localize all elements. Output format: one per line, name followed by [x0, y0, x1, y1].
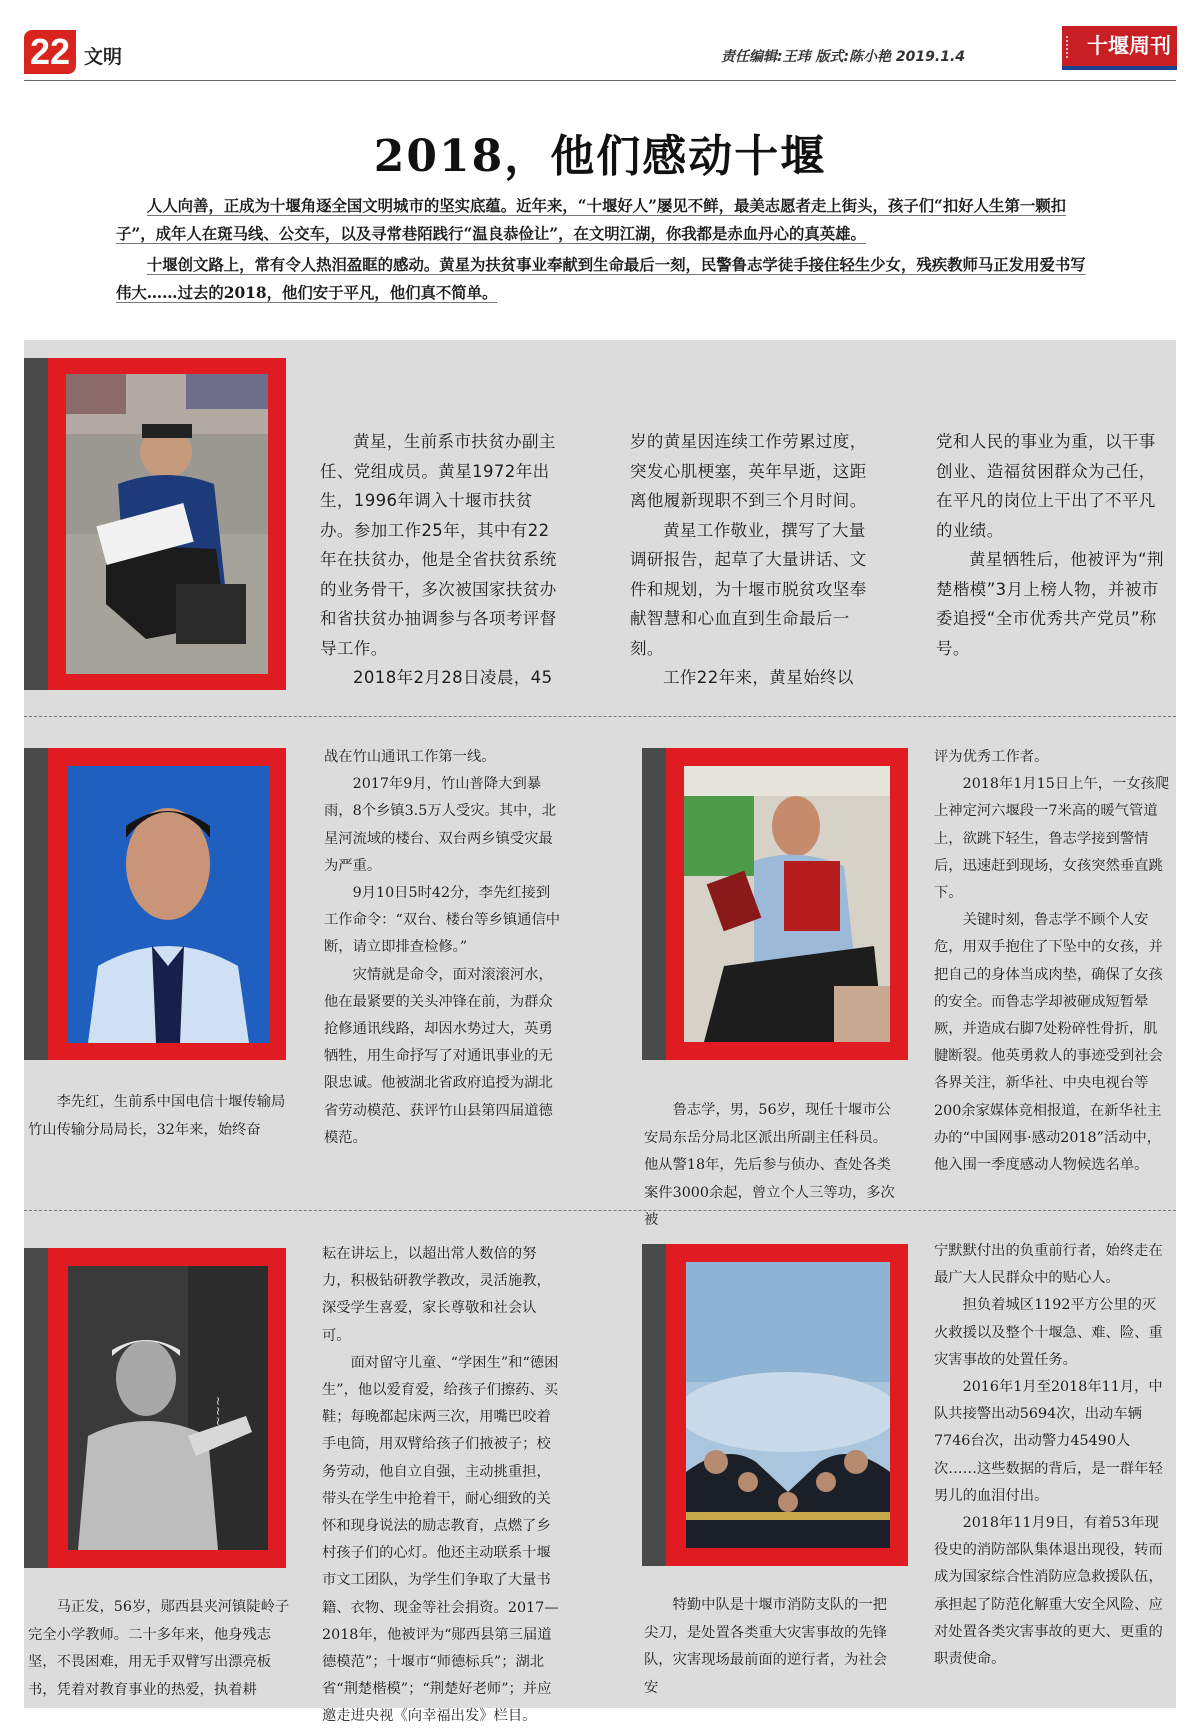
- story-huang-col-1: [320, 427, 565, 693]
- story-huang-col-2: [630, 427, 875, 693]
- story-huang-col-3: [936, 427, 1168, 663]
- story-ma-p1: 耘在讲坛上，以超出常人数倍的努力，积极钻研教学教改，灵活施教，深受学生喜爱，家长尊敬和社会认可。: [322, 1246, 551, 1344]
- portrait-li-xianhong: [68, 766, 269, 1043]
- story-li-p3: 9月10日5时42分，李先红接到工作命令：“双台、楼台等乡镇通信中断，请立即排查检修。”: [324, 885, 561, 956]
- story-huang-p2: 2018年2月28日凌晨，45: [353, 668, 553, 687]
- story-li-p1: 战在竹山通讯工作第一线。: [324, 749, 496, 765]
- svg-text:~~~: ~~~: [211, 1396, 225, 1427]
- story-lu-p2: 2018年1月15日上午，一女孩爬上神定河六堰段一7米高的暖气管道上，欲跳下轻生，鲁志学接到警情后，迅速赶到现场，女孩突然垂直跳下。: [934, 776, 1170, 902]
- caption-lu: 鲁志学，男，56岁，现任十堰市公安局东岳分局北区派出所副主任科员。他从警18年，先后参与侦办、查处各类案件3000余起，曾立个人三等功，多次被: [644, 1102, 895, 1228]
- page-number: 22: [24, 30, 76, 74]
- logo-ornament: [1066, 36, 1076, 58]
- story-fire-p2: 担负着城区1192平方公里的灭火救援以及整个十堰急、难、险、重灾害事故的处置任务。: [934, 1297, 1163, 1368]
- logo-strip: [1062, 66, 1177, 70]
- photo-fire-squad: [686, 1262, 890, 1548]
- dashed-divider: [24, 1210, 1176, 1211]
- story-lu-p1: 评为优秀工作者。: [934, 749, 1049, 765]
- portrait-lu-zhixue: [684, 766, 890, 1042]
- caption-ma: 马正发，56岁，郧西县夹河镇陡岭子完全小学教师。二十多年来，他身残志坚，不畏困难，用无手双臂写出漂亮板书，凭着对教育事业的热爱，执着耕: [28, 1599, 290, 1698]
- story-li-p2: 2017年9月，竹山普降大到暴雨，8个乡镇3.5万人受灾。其中，北星河流域的楼台、双台两乡镇受灾最为严重。: [324, 776, 556, 874]
- story-fire-p1: 宁默默付出的负重前行者，始终走在最广大人民群众中的贴心人。: [934, 1243, 1163, 1287]
- masthead-logo: 十堰周刊: [1062, 26, 1177, 70]
- story-li-col: [324, 744, 562, 1152]
- header-rule: [24, 80, 1176, 81]
- story-ma-p2: 面对留守儿童、“学困生”和“德困生”，他以爱育爱，给孩子们擦药、买鞋；每晚都起床两三次，用嘴巴咬着手电筒，用双臂给孩子们掖被子；校务劳动，他自立自强，主动挑重担，带头在学生中抢着干，耐心细致的关怀和现身说法的励志教育，点燃了乡村孩子们的心灯。他还主动联系十堰市文工团队，为学生们争取了大量书籍、衣物、现金等社会捐资。2017—2018年，他被评为“郧西县第三届道德模范”；十堰市“师德标兵”；湖北省“荆楚楷模”；“荆楚好老师”；并应邀走进央视《向幸福出发》栏目。: [322, 1354, 559, 1725]
- portrait-huang-xing: [66, 374, 268, 674]
- story-huang-p6: 党和人民的事业为重，以干事创业、造福贫困群众为己任，在平凡的岗位上干出了不平凡的业绩。: [936, 432, 1156, 540]
- story-huang-p3: 岁的黄星因连续工作劳累过度，突发心肌梗塞，英年早逝，这距离他履新现职不到三个月时间。: [630, 432, 867, 510]
- caption-fire: 特勤中队是十堰市消防支队的一把尖刀，是处置各类重大灾害事故的先锋队，灾害现场最前面的逆行者，为社会安: [644, 1597, 888, 1696]
- story-huang-p4: 黄星工作敬业，撰写了大量调研报告，起草了大量讲话、文件和规划，为十堰市脱贫攻坚奉献智慧和心血直到生命最后一刻。: [630, 520, 867, 658]
- story-li-p4: 灾情就是命令，面对滚滚河水，他在最紧要的关头冲锋在前，为群众抢修通讯线路，却因水势过大，英勇牺牲，用生命抒写了对通讯事业的无限忠诚。他被湖北省政府追授为湖北省劳动模范、获评竹山县第四届道德模范。: [324, 966, 553, 1146]
- portrait-ma-zhengfa: [68, 1266, 268, 1550]
- story-fire-p3: 2016年1月至2018年11月，中队共接警出动5694次，出动车辆7746台次，出动警力45490人次……这些数据的背后，是一群年轻男儿的血泪付出。: [934, 1379, 1163, 1504]
- editor-credits: 责任编辑:王玮 版式:陈小艳 2019.1.4: [720, 49, 965, 65]
- story-huang-p5: 工作22年来，黄星始终以: [663, 668, 854, 687]
- story-huang-p1: 黄星，生前系市扶贫办副主任、党组成员。黄星1972年出生，1996年调入十堰市扶贫办。参加工作25年，其中有22年在扶贫办，他是全省扶贫系统的业务骨干，多次被国家扶贫办和省扶贫办抽调参与各项考评督导工作。: [320, 432, 557, 658]
- story-huang-p7: 黄星牺牲后，他被评为“荆楚楷模”3月上榜人物，并被市委追授“全市优秀共产党员”称号。: [936, 550, 1164, 658]
- dashed-divider: [24, 716, 1176, 717]
- article-title: 2018，他们感动十堰: [373, 131, 827, 182]
- story-fire-col: [934, 1238, 1170, 1673]
- caption-li: 李先红，生前系中国电信十堰传输局竹山传输分局局长，32年来，始终奋: [28, 1094, 286, 1138]
- story-ma-col: [322, 1241, 562, 1729]
- lead-paragraph-1: 人人向善，正成为十堰角逐全国文明城市的坚实底蕴。近年来，“十堰好人”屡见不鲜，最美志愿者走上街头，孩子们“扣好人生第一颗扣子”，成年人在斑马线、公交车，以及寻常巷陌践行“温良恭俭让”，在文明江湖，你我都是赤血丹心的真英雄。: [116, 197, 1067, 243]
- section-name: 文明: [84, 46, 123, 68]
- story-fire-p4: 2018年11月9日，有着53年现役史的消防部队集体退出现役，转而成为国家综合性消防应急救援队伍，承担起了防范化解重大安全风险、应对处置各类灾害事故的更大、更重的职责使命。: [934, 1515, 1163, 1668]
- story-lu-col: [934, 744, 1170, 1179]
- story-lu-p3: 关键时刻，鲁志学不顾个人安危，用双手抱住了下坠中的女孩，并把自己的身体当成肉垫，确保了女孩的安全。而鲁志学却被砸成短暂晕厥，并造成右脚7处粉碎性骨折，肌腱断裂。他英勇救人的事迹受到社会各界关注，新华社、中央电视台等200余家媒体竞相报道，在新华社主办的“中国网事·感动2018”活动中，他入围一季度感动人物候选名单。: [934, 912, 1163, 1174]
- lead-paragraph-2: 十堰创文路上，常有令人热泪盈眶的感动。黄星为扶贫事业奉献到生命最后一刻，民警鲁志学徒手接住轻生少女，残疾教师马正发用爱书写伟大……过去的2018，他们安于平凡，他们真不简单。: [116, 256, 1086, 302]
